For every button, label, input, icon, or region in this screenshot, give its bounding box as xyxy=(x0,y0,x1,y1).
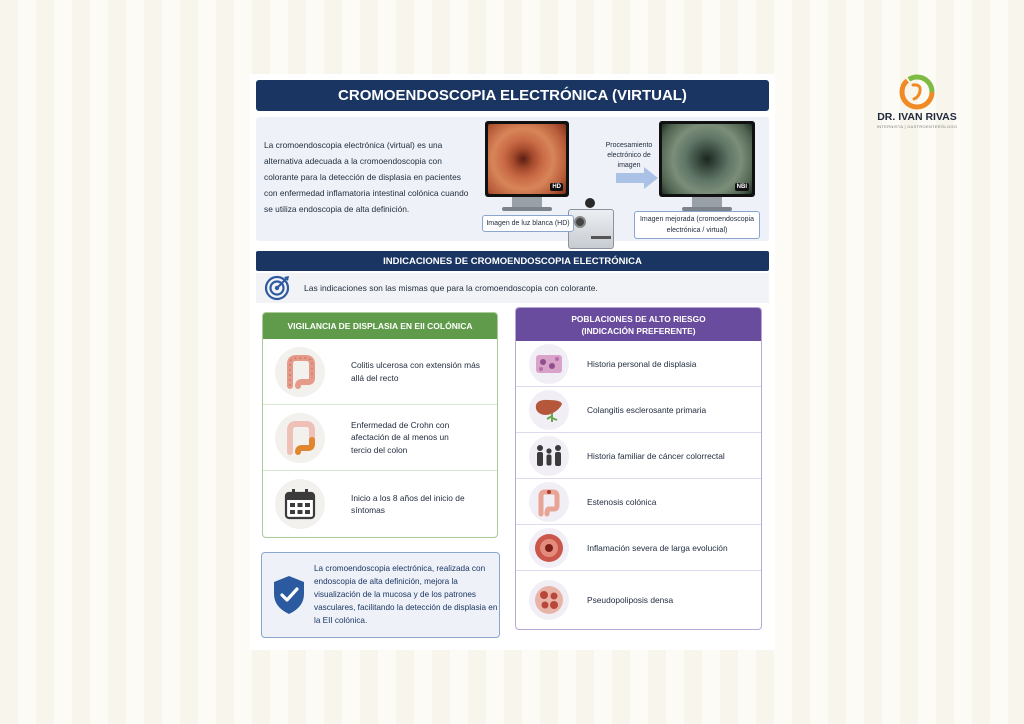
indications-row xyxy=(256,273,769,303)
surveillance-header: VIGILANCIA DE DISPLASIA EN EII COLÓNICA xyxy=(263,313,497,339)
polyps-icon xyxy=(533,584,565,616)
high-risk-header-line1: POBLACIONES DE ALTO RIESGO xyxy=(571,313,706,324)
hd-badge: HD xyxy=(552,184,561,190)
white-light-image xyxy=(488,124,566,194)
brand-name: DR. IVAN RIVAS xyxy=(877,111,957,123)
white-light-monitor xyxy=(485,121,569,211)
inflamed-mucosa-icon xyxy=(533,532,565,564)
high-risk-item-text: Historia personal de displasia xyxy=(587,358,697,369)
tissue-icon xyxy=(533,348,565,380)
surveillance-item-text: Inicio a los 8 años del inicio de síntomas xyxy=(351,492,465,515)
indications-header: INDICACIONES DE CROMOENDOSCOPIA ELECTRÓNICA xyxy=(256,251,769,271)
crohn-colon-icon xyxy=(280,418,320,458)
video-processor-icon xyxy=(568,209,614,249)
list-item xyxy=(516,387,761,433)
high-risk-item-text: Pseudopoliposis densa xyxy=(587,594,674,605)
brand-subtitle: INTERNISTA | GASTROENTERÓLOGO xyxy=(876,124,958,129)
indications-text: Las indicaciones son las mismas que para la cromoendoscopia con colorante. xyxy=(304,283,598,293)
high-risk-card xyxy=(515,307,762,630)
enhanced-image xyxy=(662,124,752,194)
high-risk-item-text: Colangitis esclerosante primaria xyxy=(587,404,707,415)
list-item xyxy=(516,341,761,387)
list-item xyxy=(263,471,497,537)
surveillance-card xyxy=(262,312,498,538)
intro-panel xyxy=(256,117,769,241)
enhanced-caption: Imagen mejorada (cromoendoscopia electrónica / virtual) xyxy=(634,211,760,239)
intro-text: La cromoendoscopia electrónica (virtual) es una alternativa adecuada a la cromoendoscopia con colorante para la detección de displasia en pacientes con enfermedad inflamatoria intestinal colónica cuando se utiliza endoscopia de alta definición. xyxy=(264,140,469,214)
key-message-text: La cromoendoscopia electrónica, realizada con endoscopia de alta definición, mejora la visualización de la mucosa y de los patrones vasculares, facilitando la detección de displasia en la EII colónica. xyxy=(314,564,498,625)
enhanced-monitor xyxy=(659,121,755,211)
colon-stenosis-icon xyxy=(533,486,565,518)
family-icon xyxy=(533,440,565,472)
list-item xyxy=(516,525,761,571)
high-risk-item-text: Estenosis colónica xyxy=(587,496,657,507)
list-item xyxy=(516,433,761,479)
logo-icon xyxy=(899,74,935,110)
high-risk-item-text: Historia familiar de cáncer colorrectal xyxy=(587,450,725,461)
high-risk-header-line2: (INDICACIÓN PREFERENTE) xyxy=(581,325,696,336)
brand-logo xyxy=(872,74,962,134)
arrow-right-icon xyxy=(616,167,658,189)
infographic xyxy=(250,74,775,650)
high-risk-item-text: Inflamación severa de larga evolución xyxy=(587,542,728,553)
list-item xyxy=(263,405,497,471)
calendar-icon xyxy=(282,486,318,522)
page-title: CROMOENDOSCOPIA ELECTRÓNICA (VIRTUAL) xyxy=(256,80,769,111)
list-item xyxy=(516,479,761,525)
liver-icon xyxy=(533,394,565,426)
colon-icon xyxy=(280,352,320,392)
nbi-badge: NBI xyxy=(736,184,747,190)
list-item xyxy=(263,339,497,405)
surveillance-item-text: Enfermedad de Crohn con afectación de al menos un tercio del colon xyxy=(351,419,450,455)
white-light-caption: Imagen de luz blanca (HD) xyxy=(482,215,574,232)
list-item xyxy=(516,571,761,628)
surveillance-item-text: Colitis ulcerosa con extensión más allá del recto xyxy=(351,360,480,383)
high-risk-header xyxy=(516,308,761,341)
target-icon xyxy=(264,275,290,301)
processing-label: Procesamiento electrónico de imagen xyxy=(605,142,653,169)
shield-check-icon xyxy=(271,574,307,616)
key-message xyxy=(261,552,500,638)
